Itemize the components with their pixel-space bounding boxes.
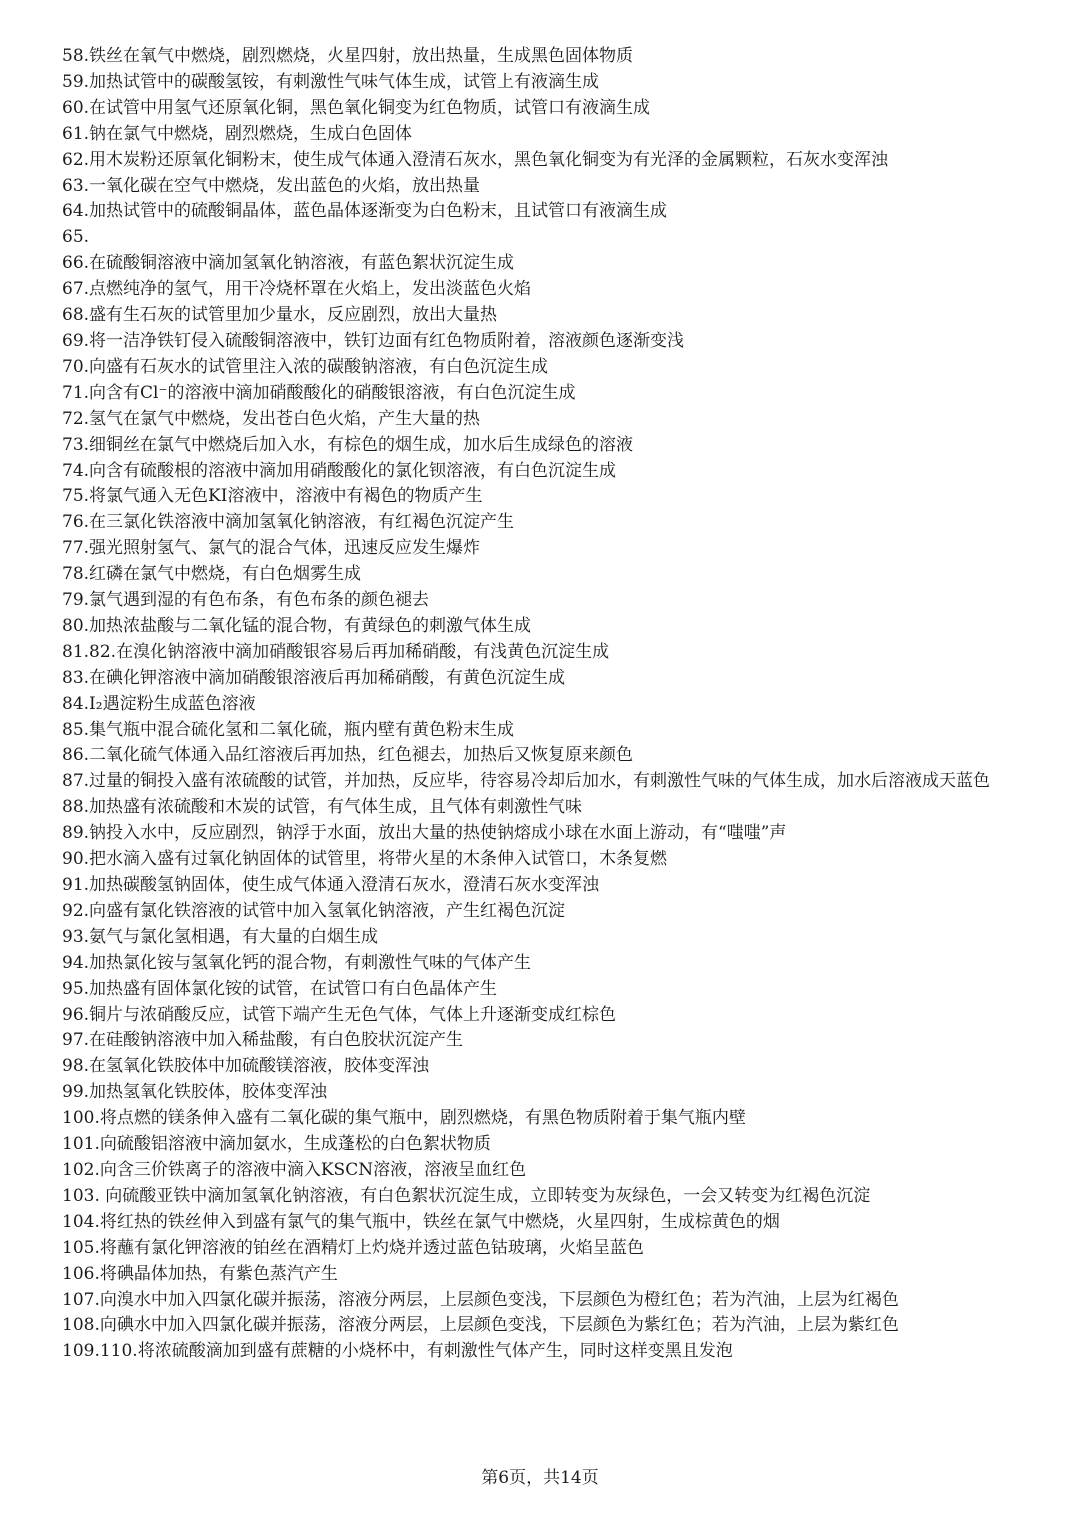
list-item: 80.加热浓盐酸与二氧化锰的混合物，有黄绿色的刺激气体生成 bbox=[62, 615, 532, 636]
list-item: 62.用木炭粉还原氧化铜粉末，使生成气体通入澄清石灰水，黑色氧化铜变为有光泽的金属颗粒，石灰水变浑浊 bbox=[62, 149, 889, 170]
list-item: 105.将蘸有氯化钾溶液的铂丝在酒精灯上灼烧并透过蓝色钴玻璃，火焰呈蓝色 bbox=[62, 1237, 644, 1258]
list-item: 90.把水滴入盛有过氧化钠固体的试管里，将带火星的木条伸入试管口，木条复燃 bbox=[62, 849, 668, 870]
list-item: 79.氯气遇到湿的有色布条，有色布条的颜色褪去 bbox=[62, 590, 430, 611]
list-item: 59.加热试管中的碳酸氢铵，有刺激性气味气体生成，试管上有液滴生成 bbox=[62, 71, 600, 92]
list-item: 72.氢气在氯气中燃烧，发出苍白色火焰，产生大量的热 bbox=[62, 408, 481, 429]
list-item: 99.加热氢氧化铁胶体，胶体变浑浊 bbox=[62, 1082, 328, 1103]
list-item: 93.氨气与氯化氢相遇，有大量的白烟生成 bbox=[62, 926, 379, 947]
list-item: 109.110.将浓硫酸滴加到盛有蔗糖的小烧杯中，有刺激性气体产生，同时这样变黑且发泡 bbox=[62, 1341, 733, 1362]
list-item: 60.在试管中用氢气还原氧化铜，黑色氧化铜变为红色物质，试管口有液滴生成 bbox=[62, 97, 651, 118]
list-item: 102.向含三价铁离子的溶液中滴入KSCN溶液，溶液呈血红色 bbox=[62, 1159, 527, 1180]
list-item: 86.二氧化硫气体通入品红溶液后再加热，红色褪去，加热后又恢复原来颜色 bbox=[62, 745, 634, 766]
list-item: 94.加热氯化铵与氢氧化钙的混合物，有刺激性气味的气体产生 bbox=[62, 952, 532, 973]
list-item: 98.在氢氧化铁胶体中加硫酸镁溶液，胶体变浑浊 bbox=[62, 1056, 430, 1077]
list-item: 58.铁丝在氧气中燃烧，剧烈燃烧，火星四射，放出热量，生成黑色固体物质 bbox=[62, 46, 634, 66]
list-item: 71.向含有Cl⁻的溶液中滴加硝酸酸化的硝酸银溶液，有白色沉淀生成 bbox=[62, 382, 576, 403]
list-item: 88.加热盛有浓硫酸和木炭的试管，有气体生成，且气体有刺激性气味 bbox=[62, 797, 583, 818]
list-item: 66.在硫酸铜溶液中滴加氢氧化钠溶液，有蓝色絮状沉淀生成 bbox=[62, 253, 515, 274]
list-item: 78.红磷在氯气中燃烧，有白色烟雾生成 bbox=[62, 564, 362, 585]
list-item: 89.钠投入水中，反应剧烈，钠浮于水面，放出大量的热使钠熔成小球在水面上游动，有“嗤嗤”声 bbox=[62, 823, 787, 844]
list-item: 73.细铜丝在氯气中燃烧后加入水，有棕色的烟生成，加水后生成绿色的溶液 bbox=[62, 434, 634, 455]
experiment-list bbox=[62, 44, 1037, 1365]
list-item: 76.在三氯化铁溶液中滴加氢氧化钠溶液，有红褐色沉淀产生 bbox=[62, 512, 515, 533]
list-item: 74.向含有硫酸根的溶液中滴加用硝酸酸化的氯化钡溶液，有白色沉淀生成 bbox=[62, 460, 617, 481]
list-item: 100.将点燃的镁条伸入盛有二氧化碳的集气瓶中，剧烈燃烧，有黑色物质附着于集气瓶内壁 bbox=[62, 1108, 746, 1129]
list-item: 84.I₂遇淀粉生成蓝色溶液 bbox=[62, 693, 256, 714]
page-footer: 第6页，共14页 bbox=[481, 1468, 599, 1488]
list-item: 68.盛有生石灰的试管里加少量水，反应剧烈，放出大量热 bbox=[62, 305, 498, 326]
list-item: 77.强光照射氢气、氯气的混合气体，迅速反应发生爆炸 bbox=[62, 538, 481, 559]
list-item: 61.钠在氯气中燃烧，剧烈燃烧，生成白色固体 bbox=[62, 123, 413, 144]
list-item: 91.加热碳酸氢钠固体，使生成气体通入澄清石灰水，澄清石灰水变浑浊 bbox=[62, 875, 600, 895]
list-item: 103. 向硫酸亚铁中滴加氢氧化钠溶液，有白色絮状沉淀生成，立即转变为灰绿色，一会又转变为红褐色沉淀 bbox=[62, 1185, 871, 1206]
list-item: 65. bbox=[62, 227, 90, 248]
list-item: 67.点燃纯净的氢气，用干冷烧杯罩在火焰上，发出淡蓝色火焰 bbox=[62, 279, 532, 300]
list-item: 83.在碘化钾溶液中滴加硝酸银溶液后再加稀硝酸，有黄色沉淀生成 bbox=[62, 667, 566, 688]
list-item: 95.加热盛有固体氯化铵的试管，在试管口有白色晶体产生 bbox=[62, 978, 498, 999]
list-item: 70.向盛有石灰水的试管里注入浓的碳酸钠溶液，有白色沉淀生成 bbox=[62, 356, 549, 377]
list-item: 92.向盛有氯化铁溶液的试管中加入氢氧化钠溶液，产生红褐色沉淀 bbox=[62, 900, 566, 921]
list-item: 69.将一洁净铁钉侵入硫酸铜溶液中，铁钉边面有红色物质附着，溶液颜色逐渐变浅 bbox=[62, 330, 685, 351]
list-item: 106.将碘晶体加热，有紫色蒸汽产生 bbox=[62, 1263, 338, 1284]
list-item: 97.在硅酸钠溶液中加入稀盐酸，有白色胶状沉淀产生 bbox=[62, 1030, 464, 1051]
list-item: 96.铜片与浓硝酸反应，试管下端产生无色气体，气体上升逐渐变成红棕色 bbox=[62, 1004, 617, 1025]
list-item: 108.向碘水中加入四氯化碳并振荡，溶液分两层，上层颜色变浅，下层颜色为紫红色；若为汽油，上层为紫红色 bbox=[62, 1315, 899, 1336]
list-item: 81.82.在溴化钠溶液中滴加硝酸银容易后再加稀硝酸，有浅黄色沉淀生成 bbox=[62, 641, 610, 662]
list-item: 63.一氧化碳在空气中燃烧，发出蓝色的火焰，放出热量 bbox=[62, 175, 481, 196]
list-item: 75.将氯气通入无色KI溶液中，溶液中有褐色的物质产生 bbox=[62, 486, 483, 507]
list-item: 85.集气瓶中混合硫化氢和二氧化硫，瓶内壁有黄色粉末生成 bbox=[62, 719, 515, 740]
list-item: 64.加热试管中的硫酸铜晶体，蓝色晶体逐渐变为白色粉末，且试管口有液滴生成 bbox=[62, 201, 668, 222]
list-item: 104.将红热的铁丝伸入到盛有氯气的集气瓶中，铁丝在氯气中燃烧，火星四射，生成棕黄色的烟 bbox=[62, 1211, 780, 1232]
list-item: 87.过量的铜投入盛有浓硫酸的试管，并加热，反应毕，待容易冷却后加水，有刺激性气味的气体生成，加水后溶液成天蓝色 bbox=[62, 771, 991, 792]
list-item: 101.向硫酸铝溶液中滴加氨水，生成蓬松的白色絮状物质 bbox=[62, 1134, 491, 1155]
list-item: 107.向溴水中加入四氯化碳并振荡，溶液分两层，上层颜色变浅，下层颜色为橙红色；若为汽油，上层为红褐色 bbox=[62, 1289, 899, 1310]
